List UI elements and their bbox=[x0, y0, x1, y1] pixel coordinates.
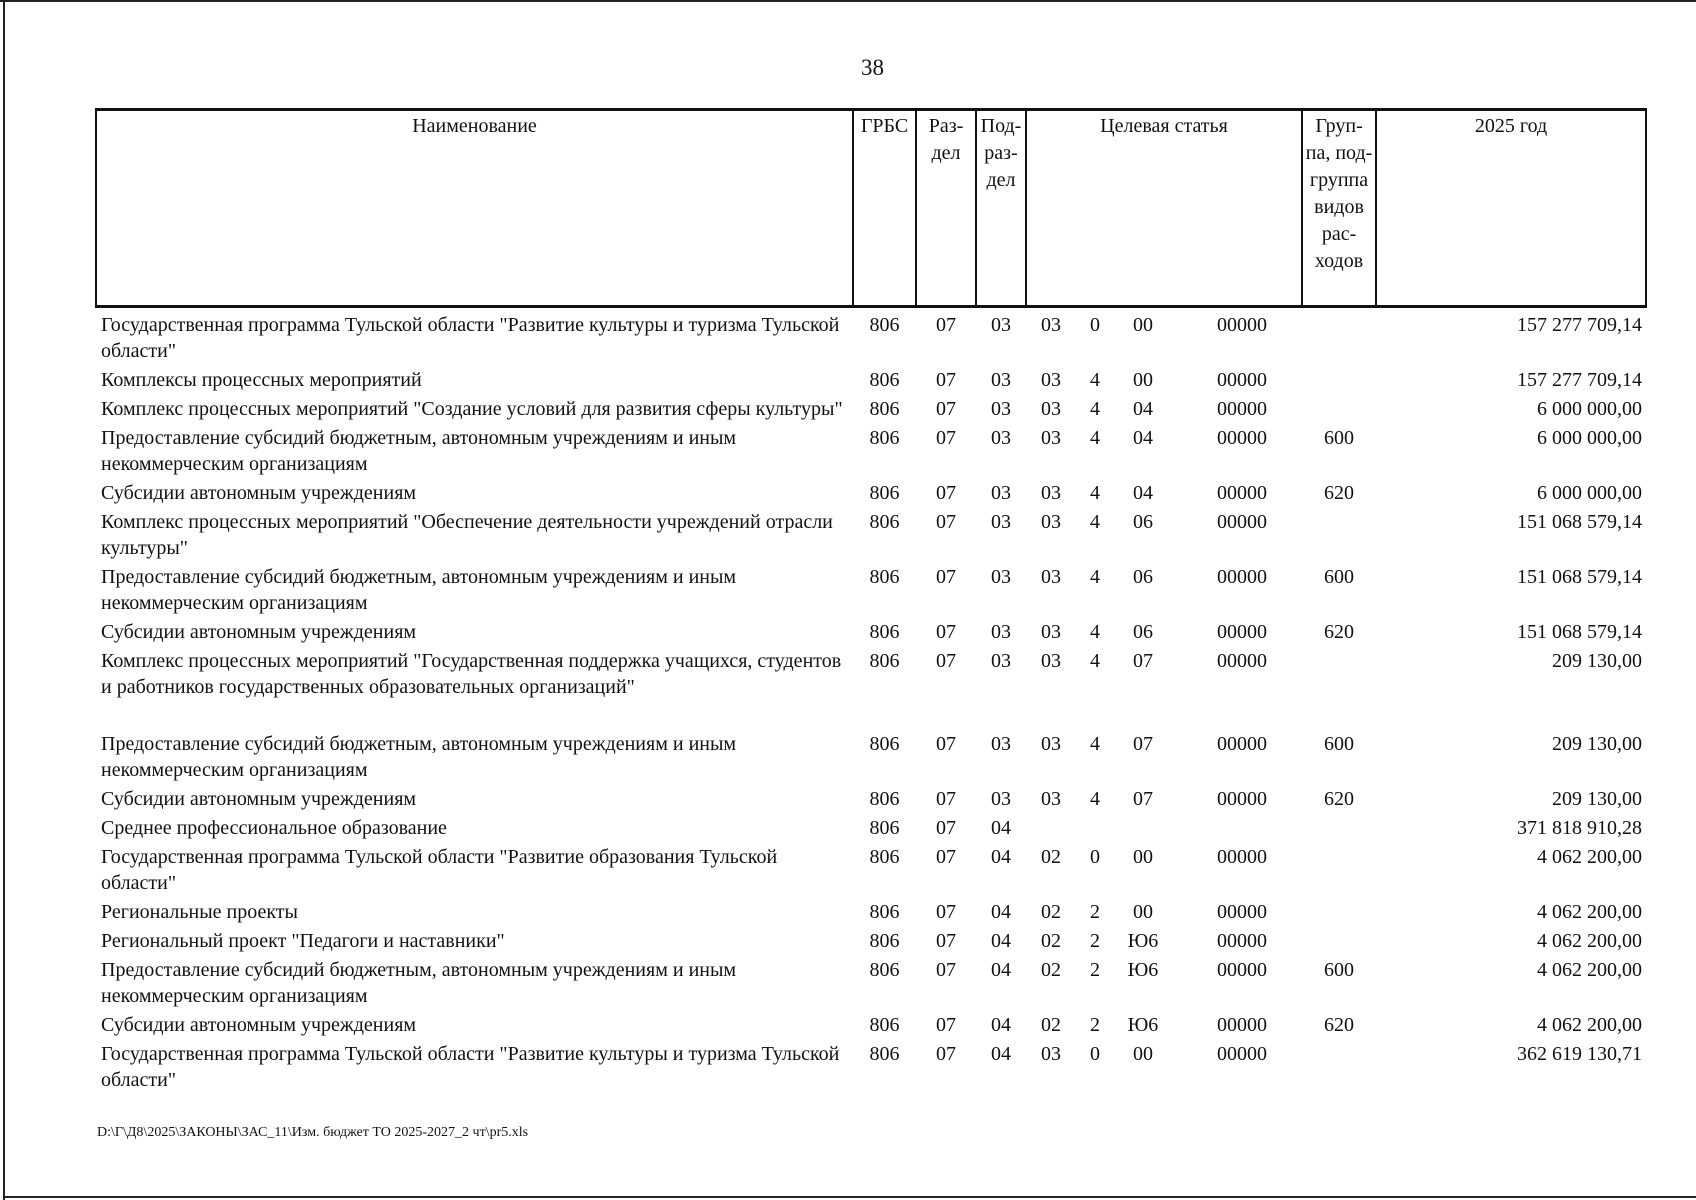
cell-expense-group: 600 bbox=[1324, 733, 1355, 755]
cell-expense-group: 600 bbox=[1324, 959, 1355, 981]
cell-grbs: 806 bbox=[869, 817, 900, 839]
header-gruppa-line: па, под- bbox=[1305, 142, 1373, 164]
cell-amount-2025: 151 068 579,14 bbox=[1517, 566, 1643, 588]
cell-target-program: 03 bbox=[1041, 650, 1061, 672]
cell-target-direction: 00000 bbox=[1217, 482, 1268, 504]
cell-expense-group: 620 bbox=[1324, 788, 1355, 810]
header-podrazdel bbox=[976, 110, 1026, 307]
cell-grbs: 806 bbox=[869, 369, 900, 391]
cell-target-type: 2 bbox=[1090, 959, 1100, 981]
table-row bbox=[96, 563, 1646, 618]
cell-razdel: 07 bbox=[936, 901, 956, 923]
cell-grbs: 806 bbox=[869, 1043, 900, 1065]
cell-name: Государственная программа Тульской области "Развитие культуры и туризма Тульской области" bbox=[101, 1043, 840, 1091]
cell-podrazdel: 04 bbox=[991, 817, 1011, 839]
cell-target-program: 03 bbox=[1041, 566, 1061, 588]
cell-target-direction: 00000 bbox=[1217, 733, 1268, 755]
cell-target-program: 02 bbox=[1041, 901, 1061, 923]
cell-podrazdel: 03 bbox=[991, 427, 1011, 449]
cell-name: Предоставление субсидий бюджетным, автономным учреждениям и иным некоммерческим организациям bbox=[101, 959, 737, 1007]
cell-amount-2025: 6 000 000,00 bbox=[1537, 398, 1643, 420]
cell-expense-group bbox=[1302, 843, 1376, 898]
cell-target-type: 2 bbox=[1090, 930, 1100, 952]
header-podrazdel-line: раз- bbox=[984, 142, 1018, 164]
cell-target-type: 4 bbox=[1090, 788, 1100, 810]
cell-amount-2025: 4 062 200,00 bbox=[1537, 1014, 1643, 1036]
cell-target-direction bbox=[1172, 814, 1302, 843]
cell-name: Региональные проекты bbox=[101, 901, 298, 923]
header-gruppa-line: ходов bbox=[1314, 250, 1364, 272]
cell-razdel: 07 bbox=[936, 482, 956, 504]
cell-target-direction: 00000 bbox=[1217, 650, 1268, 672]
cell-podrazdel: 03 bbox=[991, 733, 1011, 755]
header-gruppa-line: рас- bbox=[1321, 223, 1357, 245]
cell-expense-group bbox=[1302, 927, 1376, 956]
budget-table bbox=[95, 108, 1647, 1095]
cell-razdel: 07 bbox=[936, 566, 956, 588]
cell-podrazdel: 03 bbox=[991, 398, 1011, 420]
cell-target-program: 02 bbox=[1041, 930, 1061, 952]
cell-target-code: 07 bbox=[1133, 788, 1153, 810]
cell-target-code: 06 bbox=[1133, 511, 1153, 533]
cell-grbs: 806 bbox=[869, 788, 900, 810]
page-number: 38 bbox=[861, 55, 884, 80]
cell-target-direction: 00000 bbox=[1217, 314, 1268, 336]
cell-target-type: 4 bbox=[1090, 621, 1100, 643]
cell-amount-2025: 4 062 200,00 bbox=[1537, 846, 1643, 868]
table-row bbox=[96, 366, 1646, 395]
cell-amount-2025: 362 619 130,71 bbox=[1517, 1043, 1643, 1065]
cell-amount-2025: 4 062 200,00 bbox=[1537, 901, 1643, 923]
cell-target-direction: 00000 bbox=[1217, 959, 1268, 981]
cell-amount-2025: 6 000 000,00 bbox=[1537, 427, 1643, 449]
cell-amount-2025: 151 068 579,14 bbox=[1517, 621, 1643, 643]
cell-target-type: 0 bbox=[1090, 1043, 1100, 1065]
table-row bbox=[96, 618, 1646, 647]
cell-grbs: 806 bbox=[869, 959, 900, 981]
cell-name: Субсидии автономным учреждениям bbox=[101, 1014, 417, 1036]
cell-name: Субсидии автономным учреждениям bbox=[101, 788, 417, 810]
cell-name: Комплекс процессных мероприятий "Создание условий для развития сферы культуры" bbox=[101, 398, 843, 420]
cell-target-type: 2 bbox=[1090, 1014, 1100, 1036]
cell-target-code: 00 bbox=[1133, 369, 1153, 391]
cell-expense-group bbox=[1302, 307, 1376, 367]
cell-target-program: 03 bbox=[1041, 1043, 1061, 1065]
header-name: Наименование bbox=[96, 110, 853, 307]
cell-name: Комплексы процессных мероприятий bbox=[101, 369, 422, 391]
table-row bbox=[96, 479, 1646, 508]
table-row bbox=[96, 307, 1646, 367]
header-gruppa bbox=[1302, 110, 1376, 307]
cell-podrazdel: 04 bbox=[991, 901, 1011, 923]
cell-target-program: 03 bbox=[1041, 398, 1061, 420]
cell-target-direction: 00000 bbox=[1217, 1014, 1268, 1036]
cell-razdel: 07 bbox=[936, 427, 956, 449]
budget-table-wrap bbox=[95, 108, 1645, 1095]
table-row bbox=[96, 814, 1646, 843]
cell-podrazdel: 04 bbox=[991, 959, 1011, 981]
table-row bbox=[96, 395, 1646, 424]
table-body bbox=[96, 307, 1646, 1096]
cell-razdel: 07 bbox=[936, 511, 956, 533]
cell-target-type: 4 bbox=[1090, 427, 1100, 449]
header-year: 2025 год bbox=[1376, 110, 1646, 307]
cell-razdel: 07 bbox=[936, 621, 956, 643]
cell-amount-2025: 209 130,00 bbox=[1552, 650, 1643, 672]
cell-target-code: 00 bbox=[1133, 846, 1153, 868]
cell-grbs: 806 bbox=[869, 901, 900, 923]
cell-razdel: 07 bbox=[936, 1043, 956, 1065]
cell-target-program: 02 bbox=[1041, 846, 1061, 868]
cell-target-program: 03 bbox=[1041, 788, 1061, 810]
cell-podrazdel: 03 bbox=[991, 482, 1011, 504]
cell-podrazdel: 03 bbox=[991, 621, 1011, 643]
cell-target-direction: 00000 bbox=[1217, 511, 1268, 533]
cell-target-type bbox=[1076, 814, 1114, 843]
cell-target-direction: 00000 bbox=[1217, 427, 1268, 449]
table-row bbox=[96, 843, 1646, 898]
cell-target-type: 4 bbox=[1090, 369, 1100, 391]
cell-name: Комплекс процессных мероприятий "Обеспечение деятельности учреждений отрасли культуры" bbox=[101, 511, 833, 559]
cell-target-program: 02 bbox=[1041, 1014, 1061, 1036]
cell-amount-2025: 209 130,00 bbox=[1552, 788, 1643, 810]
cell-target-type: 0 bbox=[1090, 314, 1100, 336]
header-gruppa-line: Груп- bbox=[1315, 115, 1363, 137]
cell-target-code: Ю6 bbox=[1127, 930, 1159, 952]
cell-grbs: 806 bbox=[869, 930, 900, 952]
cell-expense-group bbox=[1302, 814, 1376, 843]
cell-grbs: 806 bbox=[869, 733, 900, 755]
cell-grbs: 806 bbox=[869, 314, 900, 336]
cell-expense-group: 600 bbox=[1324, 566, 1355, 588]
cell-grbs: 806 bbox=[869, 511, 900, 533]
cell-target-program: 03 bbox=[1041, 314, 1061, 336]
cell-podrazdel: 04 bbox=[991, 1014, 1011, 1036]
page-frame-bottom bbox=[3, 1196, 1696, 1198]
cell-target-code: Ю6 bbox=[1127, 959, 1159, 981]
cell-target-direction: 00000 bbox=[1217, 846, 1268, 868]
cell-target-type: 4 bbox=[1090, 566, 1100, 588]
cell-amount-2025: 6 000 000,00 bbox=[1537, 482, 1643, 504]
cell-name: Предоставление субсидий бюджетным, автономным учреждениям и иным некоммерческим организациям bbox=[101, 427, 737, 475]
header-gruppa-line: группа bbox=[1309, 169, 1369, 191]
cell-target-code bbox=[1114, 814, 1172, 843]
cell-amount-2025: 371 818 910,28 bbox=[1517, 817, 1643, 839]
cell-target-code: 04 bbox=[1133, 398, 1153, 420]
table-row bbox=[96, 927, 1646, 956]
cell-target-direction: 00000 bbox=[1217, 930, 1268, 952]
cell-target-code: 00 bbox=[1133, 314, 1153, 336]
cell-name: Среднее профессиональное образование bbox=[101, 817, 447, 839]
cell-target-program: 03 bbox=[1041, 369, 1061, 391]
cell-grbs: 806 bbox=[869, 427, 900, 449]
cell-razdel: 07 bbox=[936, 788, 956, 810]
cell-razdel: 07 bbox=[936, 930, 956, 952]
cell-podrazdel: 03 bbox=[991, 369, 1011, 391]
table-row bbox=[96, 730, 1646, 785]
cell-grbs: 806 bbox=[869, 650, 900, 672]
table-row bbox=[96, 956, 1646, 1011]
cell-podrazdel: 03 bbox=[991, 511, 1011, 533]
cell-target-code: 06 bbox=[1133, 566, 1153, 588]
cell-name: Предоставление субсидий бюджетным, автономным учреждениям и иным некоммерческим организациям bbox=[101, 566, 737, 614]
cell-expense-group: 620 bbox=[1324, 621, 1355, 643]
cell-razdel: 07 bbox=[936, 650, 956, 672]
cell-amount-2025: 4 062 200,00 bbox=[1537, 930, 1643, 952]
cell-amount-2025: 209 130,00 bbox=[1552, 733, 1643, 755]
cell-expense-group: 620 bbox=[1324, 1014, 1355, 1036]
cell-razdel: 07 bbox=[936, 817, 956, 839]
cell-razdel: 07 bbox=[936, 398, 956, 420]
cell-target-program: 03 bbox=[1041, 482, 1061, 504]
table-row bbox=[96, 647, 1646, 730]
cell-razdel: 07 bbox=[936, 846, 956, 868]
cell-target-code: 06 bbox=[1133, 621, 1153, 643]
cell-name: Предоставление субсидий бюджетным, автономным учреждениям и иным некоммерческим организациям bbox=[101, 733, 737, 781]
header-razdel-line: дел bbox=[931, 142, 961, 164]
header-grbs: ГРБС bbox=[853, 110, 916, 307]
header-razdel bbox=[916, 110, 976, 307]
table-row bbox=[96, 1040, 1646, 1095]
cell-expense-group bbox=[1302, 898, 1376, 927]
table-row bbox=[96, 1011, 1646, 1040]
cell-target-program bbox=[1026, 814, 1076, 843]
cell-grbs: 806 bbox=[869, 398, 900, 420]
cell-expense-group: 620 bbox=[1324, 482, 1355, 504]
cell-target-code: 04 bbox=[1133, 427, 1153, 449]
header-celevaya-statya: Целевая статья bbox=[1026, 110, 1302, 307]
cell-amount-2025: 4 062 200,00 bbox=[1537, 959, 1643, 981]
cell-grbs: 806 bbox=[869, 482, 900, 504]
cell-expense-group bbox=[1302, 366, 1376, 395]
cell-razdel: 07 bbox=[936, 1014, 956, 1036]
table-row bbox=[96, 508, 1646, 563]
cell-target-code: Ю6 bbox=[1127, 1014, 1159, 1036]
footer-file-path: D:\Г\Д8\2025\ЗАКОНЫ\ЗАС_11\Изм. бюджет ТО 2025-2027_2 чт\pr5.xls bbox=[97, 1125, 529, 1140]
cell-target-direction: 00000 bbox=[1217, 1043, 1268, 1065]
cell-target-type: 4 bbox=[1090, 398, 1100, 420]
cell-target-program: 03 bbox=[1041, 511, 1061, 533]
cell-grbs: 806 bbox=[869, 846, 900, 868]
cell-name: Субсидии автономным учреждениям bbox=[101, 621, 417, 643]
cell-podrazdel: 04 bbox=[991, 1043, 1011, 1065]
cell-grbs: 806 bbox=[869, 566, 900, 588]
cell-target-type: 4 bbox=[1090, 650, 1100, 672]
cell-target-code: 00 bbox=[1133, 1043, 1153, 1065]
cell-target-program: 03 bbox=[1041, 733, 1061, 755]
cell-target-type: 4 bbox=[1090, 511, 1100, 533]
cell-podrazdel: 04 bbox=[991, 846, 1011, 868]
page-frame-left bbox=[3, 0, 5, 1200]
cell-name: Субсидии автономным учреждениям bbox=[101, 482, 417, 504]
cell-target-program: 03 bbox=[1041, 621, 1061, 643]
cell-target-program: 02 bbox=[1041, 959, 1061, 981]
cell-podrazdel: 04 bbox=[991, 930, 1011, 952]
header-podrazdel-line: Под- bbox=[980, 115, 1022, 137]
cell-grbs: 806 bbox=[869, 621, 900, 643]
cell-grbs: 806 bbox=[869, 1014, 900, 1036]
cell-amount-2025: 157 277 709,14 bbox=[1517, 314, 1643, 336]
cell-target-direction: 00000 bbox=[1217, 398, 1268, 420]
cell-target-direction: 00000 bbox=[1217, 621, 1268, 643]
cell-razdel: 07 bbox=[936, 314, 956, 336]
cell-amount-2025: 151 068 579,14 bbox=[1517, 511, 1643, 533]
cell-expense-group bbox=[1302, 508, 1376, 563]
cell-target-code: 00 bbox=[1133, 901, 1153, 923]
cell-name: Государственная программа Тульской области "Развитие культуры и туризма Тульской области" bbox=[101, 314, 840, 362]
cell-name: Государственная программа Тульской области "Развитие образования Тульской области" bbox=[101, 846, 778, 894]
cell-target-type: 0 bbox=[1090, 846, 1100, 868]
cell-podrazdel: 03 bbox=[991, 788, 1011, 810]
header-razdel-line: Раз- bbox=[928, 115, 964, 137]
cell-target-type: 4 bbox=[1090, 733, 1100, 755]
cell-expense-group bbox=[1302, 1040, 1376, 1095]
cell-target-code: 07 bbox=[1133, 733, 1153, 755]
cell-target-direction: 00000 bbox=[1217, 369, 1268, 391]
cell-razdel: 07 bbox=[936, 959, 956, 981]
cell-amount-2025: 157 277 709,14 bbox=[1517, 369, 1643, 391]
cell-podrazdel: 03 bbox=[991, 314, 1011, 336]
cell-razdel: 07 bbox=[936, 733, 956, 755]
cell-target-program: 03 bbox=[1041, 427, 1061, 449]
cell-name: Комплекс процессных мероприятий "Государственная поддержка учащихся, студентов и работников государственных образовательных организаций" bbox=[101, 650, 842, 698]
cell-target-direction: 00000 bbox=[1217, 566, 1268, 588]
header-podrazdel-line: дел bbox=[986, 169, 1016, 191]
cell-name: Региональный проект "Педагоги и наставники" bbox=[101, 930, 505, 952]
table-row bbox=[96, 785, 1646, 814]
header-gruppa-line: видов bbox=[1314, 196, 1364, 218]
cell-podrazdel: 03 bbox=[991, 650, 1011, 672]
cell-podrazdel: 03 bbox=[991, 566, 1011, 588]
cell-target-type: 4 bbox=[1090, 482, 1100, 504]
cell-target-direction: 00000 bbox=[1217, 901, 1268, 923]
cell-expense-group: 600 bbox=[1324, 427, 1355, 449]
table-row bbox=[96, 424, 1646, 479]
cell-expense-group bbox=[1302, 647, 1376, 730]
cell-target-direction: 00000 bbox=[1217, 788, 1268, 810]
table-header-row bbox=[96, 110, 1646, 307]
page-frame-top bbox=[0, 0, 1696, 2]
cell-target-type: 2 bbox=[1090, 901, 1100, 923]
cell-expense-group bbox=[1302, 395, 1376, 424]
cell-razdel: 07 bbox=[936, 369, 956, 391]
cell-target-code: 07 bbox=[1133, 650, 1153, 672]
table-row bbox=[96, 898, 1646, 927]
cell-target-code: 04 bbox=[1133, 482, 1153, 504]
